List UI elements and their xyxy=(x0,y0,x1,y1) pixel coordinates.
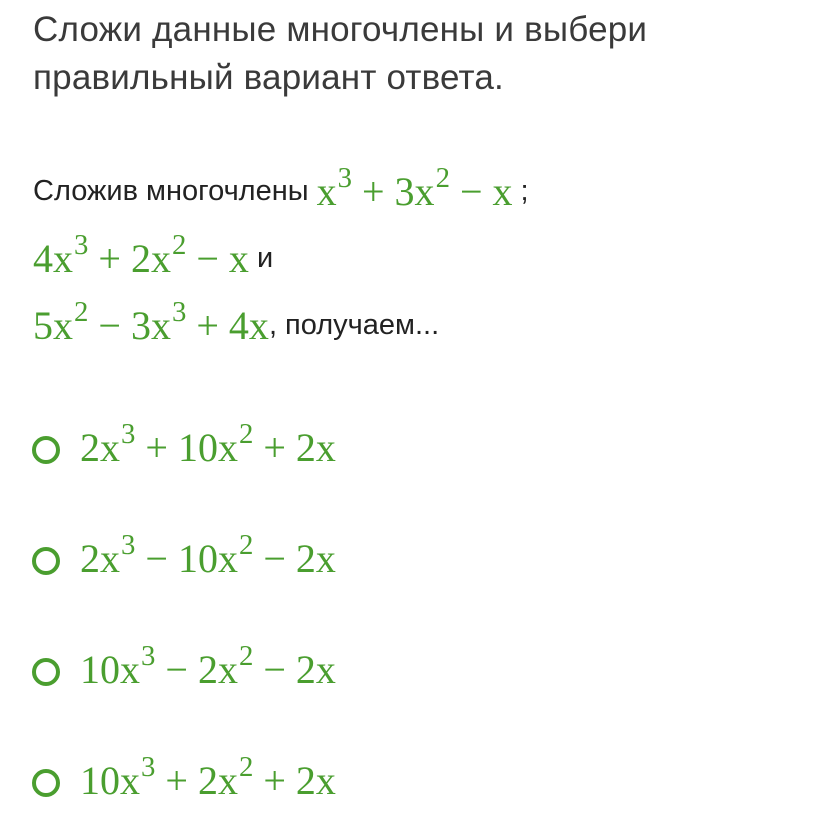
question-line-1 xyxy=(33,158,813,225)
answer-option-4[interactable] xyxy=(32,725,812,836)
question-prefix: Сложив многочлены xyxy=(33,175,309,207)
question-block xyxy=(33,158,813,359)
radio-circle-icon[interactable] xyxy=(32,436,60,464)
answer-option-label: $2x^3 + 10x^2 + 2x$ xyxy=(80,418,336,470)
question-line-2 xyxy=(33,225,813,292)
question-line-3 xyxy=(33,292,813,359)
radio-circle-icon[interactable] xyxy=(32,658,60,686)
answer-option-label: $2x^3 - 10x^2 - 2x$ xyxy=(80,529,336,581)
answer-option-label: $10x^3 - 2x^2 - 2x$ xyxy=(80,640,336,692)
polynomial-2: $4x^3 + 2x^2 - x$ xyxy=(33,229,249,281)
answer-option-3[interactable] xyxy=(32,614,812,725)
radio-circle-icon[interactable] xyxy=(32,547,60,575)
answer-option-1[interactable] xyxy=(32,392,812,503)
separator-and: и xyxy=(256,242,274,274)
polynomial-1: $x^3 + 3x^2 - x$ xyxy=(316,162,513,214)
question-suffix: , получаем... xyxy=(268,309,440,341)
task-instruction: Сложи данные многочлены и выбери правильный вариант ответа. xyxy=(33,10,648,97)
answer-options xyxy=(32,392,812,836)
polynomial-3: $5x^2 - 3x^3 + 4x$ xyxy=(33,296,269,348)
answer-option-2[interactable] xyxy=(32,503,812,614)
answer-option-label: $10x^3 + 2x^2 + 2x$ xyxy=(80,751,336,803)
radio-circle-icon[interactable] xyxy=(32,769,60,797)
separator-semicolon: ; xyxy=(520,175,529,207)
